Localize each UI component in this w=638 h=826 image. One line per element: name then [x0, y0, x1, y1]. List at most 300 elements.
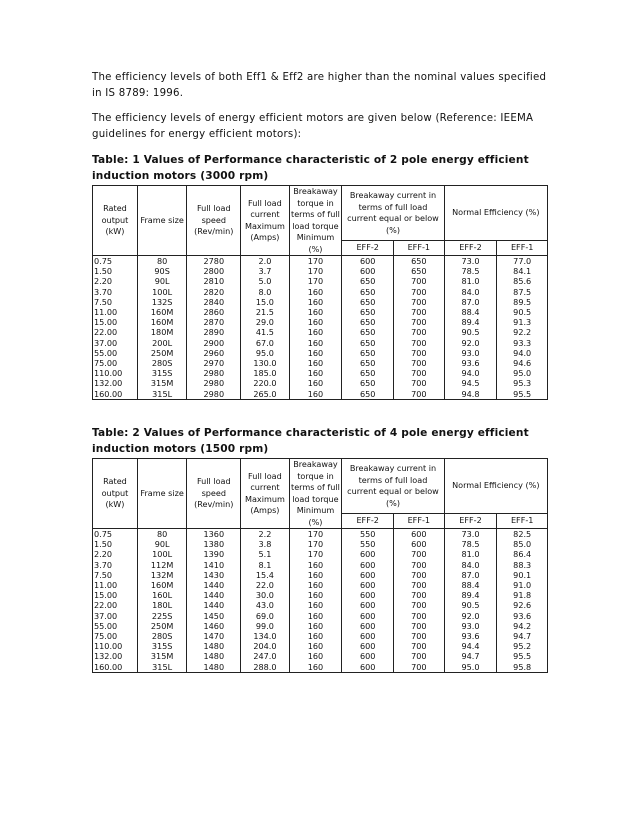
cell-rated-output: 11.00: [93, 307, 138, 317]
cell-breakaway-torque: 160: [289, 611, 342, 621]
cell-frame-size: 90L: [137, 539, 186, 549]
cell-efficiency-eff2: 78.5: [444, 266, 497, 276]
cell-frame-size: 315L: [137, 389, 186, 400]
table-row: [93, 276, 548, 286]
cell-speed: 2870: [187, 317, 241, 327]
cell-breakaway-current-eff1: 700: [394, 590, 445, 600]
header-efficiency-eff2: EFF-2: [444, 241, 497, 256]
cell-efficiency-eff2: 73.0: [444, 256, 497, 267]
table-row: [93, 327, 548, 337]
cell-frame-size: 315M: [137, 651, 186, 661]
table-row: [93, 600, 548, 610]
cell-frame-size: 315S: [137, 368, 186, 378]
cell-frame-size: 80: [137, 529, 186, 540]
cell-speed: 2820: [187, 287, 241, 297]
cell-breakaway-current-eff1: 700: [394, 580, 445, 590]
cell-current: 247.0: [241, 651, 289, 661]
cell-current: 15.0: [241, 297, 289, 307]
cell-current: 185.0: [241, 368, 289, 378]
cell-frame-size: 250M: [137, 621, 186, 631]
cell-breakaway-torque: 160: [289, 348, 342, 358]
cell-frame-size: 160M: [137, 580, 186, 590]
table-2-caption: Table: 2 Values of Performance characteristic of 4 pole energy efficient induction motors (1500 rpm): [92, 427, 529, 455]
cell-rated-output: 22.00: [93, 327, 138, 337]
cell-efficiency-eff1: 91.0: [497, 580, 548, 590]
cell-speed: 1440: [187, 580, 241, 590]
cell-breakaway-torque: 160: [289, 287, 342, 297]
cell-frame-size: 250M: [137, 348, 186, 358]
cell-breakaway-torque: 160: [289, 662, 342, 673]
cell-efficiency-eff2: 94.8: [444, 389, 497, 400]
header-breakaway-eff1: EFF-1: [394, 514, 445, 529]
table-row: [93, 338, 548, 348]
table-row: [93, 266, 548, 276]
table-row: [93, 539, 548, 549]
cell-breakaway-current-eff1: 700: [394, 570, 445, 580]
cell-efficiency-eff2: 78.5: [444, 539, 497, 549]
cell-frame-size: 315S: [137, 641, 186, 651]
cell-speed: 1470: [187, 631, 241, 641]
cell-frame-size: 160M: [137, 317, 186, 327]
cell-frame-size: 280S: [137, 631, 186, 641]
cell-breakaway-current-eff2: 550: [342, 529, 394, 540]
cell-breakaway-current-eff2: 600: [342, 590, 394, 600]
cell-current: 41.5: [241, 327, 289, 337]
cell-current: 67.0: [241, 338, 289, 348]
cell-breakaway-current-eff2: 600: [342, 600, 394, 610]
cell-efficiency-eff2: 93.0: [444, 348, 497, 358]
cell-efficiency-eff1: 90.1: [497, 570, 548, 580]
cell-rated-output: 7.50: [93, 570, 138, 580]
header-normal-efficiency: Normal Efficiency (%): [444, 186, 547, 241]
cell-efficiency-eff1: 84.1: [497, 266, 548, 276]
cell-efficiency-eff2: 94.7: [444, 651, 497, 661]
cell-efficiency-eff1: 95.2: [497, 641, 548, 651]
cell-breakaway-current-eff1: 700: [394, 549, 445, 559]
cell-efficiency-eff2: 94.5: [444, 378, 497, 388]
header-breakaway-eff2: EFF-2: [342, 514, 394, 529]
table-row: [93, 529, 548, 540]
table-1-body: [93, 256, 548, 400]
cell-breakaway-current-eff2: 650: [342, 338, 394, 348]
header-breakaway-torque: Breakaway torque in terms of full load torque Minimum (%): [291, 186, 340, 254]
table-row: [93, 549, 548, 559]
header-rated-output: Rated output (kW): [93, 459, 138, 529]
cell-breakaway-current-eff2: 600: [342, 611, 394, 621]
cell-rated-output: 160.00: [93, 389, 138, 400]
cell-efficiency-eff2: 92.0: [444, 338, 497, 348]
cell-efficiency-eff1: 89.5: [497, 297, 548, 307]
cell-speed: 1480: [187, 641, 241, 651]
cell-frame-size: 160L: [137, 590, 186, 600]
cell-efficiency-eff1: 94.7: [497, 631, 548, 641]
cell-efficiency-eff1: 88.3: [497, 560, 548, 570]
cell-frame-size: 112M: [137, 560, 186, 570]
cell-efficiency-eff1: 95.8: [497, 662, 548, 673]
cell-rated-output: 22.00: [93, 600, 138, 610]
cell-current: 265.0: [241, 389, 289, 400]
cell-breakaway-torque: 160: [289, 389, 342, 400]
cell-efficiency-eff1: 93.6: [497, 611, 548, 621]
cell-current: 204.0: [241, 641, 289, 651]
table-1-performance-2-pole: [92, 185, 548, 400]
cell-breakaway-torque: 170: [289, 256, 342, 267]
cell-breakaway-current-eff1: 700: [394, 368, 445, 378]
header-full-load-current: Full load current Maximum (Amps): [241, 186, 289, 256]
cell-frame-size: 225S: [137, 611, 186, 621]
cell-breakaway-torque: 160: [289, 641, 342, 651]
header-full-load-current: Full load current Maximum (Amps): [241, 459, 289, 529]
cell-breakaway-current-eff2: 650: [342, 378, 394, 388]
cell-frame-size: 180L: [137, 600, 186, 610]
cell-breakaway-current-eff1: 700: [394, 600, 445, 610]
table-row: [93, 621, 548, 631]
cell-efficiency-eff1: 92.6: [497, 600, 548, 610]
cell-breakaway-current-eff1: 700: [394, 327, 445, 337]
cell-breakaway-current-eff2: 600: [342, 560, 394, 570]
cell-rated-output: 15.00: [93, 590, 138, 600]
cell-current: 3.7: [241, 266, 289, 276]
table-row: [93, 651, 548, 661]
cell-current: 130.0: [241, 358, 289, 368]
cell-efficiency-eff1: 91.3: [497, 317, 548, 327]
cell-current: 21.5: [241, 307, 289, 317]
cell-breakaway-current-eff2: 650: [342, 389, 394, 400]
cell-breakaway-current-eff2: 600: [342, 651, 394, 661]
cell-breakaway-torque: 170: [289, 529, 342, 540]
cell-efficiency-eff2: 90.5: [444, 327, 497, 337]
cell-current: 15.4: [241, 570, 289, 580]
cell-efficiency-eff1: 77.0: [497, 256, 548, 267]
cell-speed: 1450: [187, 611, 241, 621]
cell-frame-size: 132S: [137, 297, 186, 307]
cell-breakaway-current-eff1: 700: [394, 378, 445, 388]
cell-rated-output: 75.00: [93, 631, 138, 641]
cell-breakaway-current-eff1: 650: [394, 266, 445, 276]
cell-speed: 2840: [187, 297, 241, 307]
cell-rated-output: 0.75: [93, 529, 138, 540]
cell-speed: 2860: [187, 307, 241, 317]
cell-speed: 2810: [187, 276, 241, 286]
cell-rated-output: 7.50: [93, 297, 138, 307]
cell-breakaway-current-eff1: 700: [394, 307, 445, 317]
cell-breakaway-current-eff1: 700: [394, 287, 445, 297]
cell-efficiency-eff2: 73.0: [444, 529, 497, 540]
cell-speed: 1440: [187, 590, 241, 600]
cell-breakaway-torque: 170: [289, 266, 342, 276]
cell-breakaway-current-eff1: 700: [394, 338, 445, 348]
cell-efficiency-eff2: 94.4: [444, 641, 497, 651]
header-efficiency-eff1: EFF-1: [497, 514, 548, 529]
cell-rated-output: 3.70: [93, 560, 138, 570]
cell-efficiency-eff1: 94.6: [497, 358, 548, 368]
table-row: [93, 631, 548, 641]
table-1-caption: Table: 1 Values of Performance characteristic of 2 pole energy efficient induction motors (3000 rpm): [92, 154, 529, 182]
table-row: [93, 570, 548, 580]
table-row: [93, 580, 548, 590]
cell-current: 134.0: [241, 631, 289, 641]
cell-speed: 1460: [187, 621, 241, 631]
cell-breakaway-current-eff1: 700: [394, 611, 445, 621]
cell-current: 8.0: [241, 287, 289, 297]
cell-frame-size: 90L: [137, 276, 186, 286]
table-row: [93, 611, 548, 621]
cell-efficiency-eff2: 93.0: [444, 621, 497, 631]
cell-current: 43.0: [241, 600, 289, 610]
cell-rated-output: 132.00: [93, 651, 138, 661]
cell-current: 99.0: [241, 621, 289, 631]
cell-efficiency-eff1: 94.0: [497, 348, 548, 358]
cell-breakaway-current-eff1: 700: [394, 662, 445, 673]
header-full-load-speed: Full load speed (Rev/min): [187, 186, 241, 256]
cell-current: 3.8: [241, 539, 289, 549]
cell-breakaway-current-eff2: 600: [342, 631, 394, 641]
header-breakaway-eff1: EFF-1: [394, 241, 445, 256]
intro-paragraph-reference: The efficiency levels of energy efficient motors are given below (Reference: IEEMA guidelines for energy efficient motors):: [92, 113, 534, 140]
cell-speed: 2970: [187, 358, 241, 368]
cell-efficiency-eff1: 85.0: [497, 539, 548, 549]
cell-rated-output: 37.00: [93, 338, 138, 348]
cell-rated-output: 132.00: [93, 378, 138, 388]
cell-breakaway-torque: 160: [289, 368, 342, 378]
cell-breakaway-current-eff1: 700: [394, 641, 445, 651]
intro-paragraph-efficiency-levels: The efficiency levels of both Eff1 & Eff2 are higher than the nominal values specified in IS 8789: 1996.: [92, 72, 547, 99]
table-row: [93, 389, 548, 400]
cell-efficiency-eff1: 85.6: [497, 276, 548, 286]
cell-efficiency-eff2: 89.4: [444, 590, 497, 600]
cell-speed: 2960: [187, 348, 241, 358]
cell-breakaway-torque: 160: [289, 297, 342, 307]
cell-efficiency-eff1: 90.5: [497, 307, 548, 317]
cell-efficiency-eff2: 88.4: [444, 307, 497, 317]
header-full-load-speed: Full load speed (Rev/min): [187, 459, 241, 529]
cell-breakaway-torque: 160: [289, 378, 342, 388]
cell-rated-output: 55.00: [93, 621, 138, 631]
cell-frame-size: 100L: [137, 287, 186, 297]
cell-breakaway-current-eff2: 650: [342, 287, 394, 297]
cell-efficiency-eff1: 95.3: [497, 378, 548, 388]
cell-efficiency-eff1: 95.5: [497, 651, 548, 661]
header-breakaway-eff2: EFF-2: [342, 241, 394, 256]
cell-current: 2.0: [241, 256, 289, 267]
cell-breakaway-current-eff2: 650: [342, 368, 394, 378]
cell-breakaway-torque: 160: [289, 651, 342, 661]
cell-current: 5.1: [241, 549, 289, 559]
cell-efficiency-eff2: 95.0: [444, 662, 497, 673]
table-row: [93, 256, 548, 267]
cell-current: 69.0: [241, 611, 289, 621]
table-row: [93, 378, 548, 388]
cell-breakaway-torque: 160: [289, 570, 342, 580]
cell-current: 8.1: [241, 560, 289, 570]
cell-efficiency-eff2: 88.4: [444, 580, 497, 590]
cell-breakaway-current-eff2: 600: [342, 266, 394, 276]
cell-frame-size: 280S: [137, 358, 186, 368]
cell-speed: 2900: [187, 338, 241, 348]
cell-speed: 2780: [187, 256, 241, 267]
cell-rated-output: 55.00: [93, 348, 138, 358]
cell-breakaway-current-eff2: 600: [342, 621, 394, 631]
cell-breakaway-current-eff1: 700: [394, 560, 445, 570]
table-row: [93, 641, 548, 651]
header-efficiency-eff2: EFF-2: [444, 514, 497, 529]
cell-rated-output: 15.00: [93, 317, 138, 327]
cell-rated-output: 0.75: [93, 256, 138, 267]
table-row: [93, 358, 548, 368]
cell-breakaway-torque: 160: [289, 600, 342, 610]
cell-speed: 1480: [187, 651, 241, 661]
cell-breakaway-current-eff2: 650: [342, 317, 394, 327]
cell-breakaway-current-eff1: 700: [394, 358, 445, 368]
cell-breakaway-current-eff1: 600: [394, 529, 445, 540]
cell-speed: 1440: [187, 600, 241, 610]
cell-breakaway-torque: 160: [289, 631, 342, 641]
cell-speed: 1390: [187, 549, 241, 559]
cell-efficiency-eff1: 87.5: [497, 287, 548, 297]
cell-breakaway-current-eff2: 600: [342, 549, 394, 559]
cell-breakaway-torque: 160: [289, 590, 342, 600]
cell-speed: 2980: [187, 378, 241, 388]
cell-efficiency-eff2: 81.0: [444, 549, 497, 559]
cell-frame-size: 315L: [137, 662, 186, 673]
cell-rated-output: 110.00: [93, 641, 138, 651]
cell-rated-output: 160.00: [93, 662, 138, 673]
cell-rated-output: 2.20: [93, 276, 138, 286]
cell-breakaway-current-eff2: 650: [342, 307, 394, 317]
cell-efficiency-eff1: 91.8: [497, 590, 548, 600]
table-2-body: [93, 529, 548, 673]
cell-efficiency-eff1: 82.5: [497, 529, 548, 540]
cell-efficiency-eff2: 93.6: [444, 631, 497, 641]
header-rated-output: Rated output (kW): [93, 186, 138, 256]
header-breakaway-current: Breakaway current in terms of full load current equal or below (%): [342, 459, 444, 514]
cell-breakaway-current-eff1: 700: [394, 276, 445, 286]
cell-breakaway-current-eff1: 700: [394, 389, 445, 400]
cell-rated-output: 37.00: [93, 611, 138, 621]
cell-current: 95.0: [241, 348, 289, 358]
cell-current: 288.0: [241, 662, 289, 673]
cell-breakaway-current-eff2: 600: [342, 570, 394, 580]
cell-efficiency-eff2: 94.0: [444, 368, 497, 378]
cell-frame-size: 315M: [137, 378, 186, 388]
cell-current: 2.2: [241, 529, 289, 540]
table-row: [93, 317, 548, 327]
cell-breakaway-torque: 160: [289, 338, 342, 348]
cell-breakaway-torque: 160: [289, 327, 342, 337]
cell-frame-size: 200L: [137, 338, 186, 348]
header-normal-efficiency: Normal Efficiency (%): [444, 459, 547, 514]
cell-rated-output: 11.00: [93, 580, 138, 590]
cell-breakaway-torque: 170: [289, 539, 342, 549]
header-frame-size: Frame size: [137, 459, 186, 529]
table-2-performance-4-pole: [92, 458, 548, 673]
cell-breakaway-current-eff2: 600: [342, 580, 394, 590]
cell-frame-size: 100L: [137, 549, 186, 559]
cell-frame-size: 80: [137, 256, 186, 267]
cell-breakaway-torque: 160: [289, 358, 342, 368]
cell-breakaway-current-eff2: 600: [342, 662, 394, 673]
header-breakaway-current: Breakaway current in terms of full load current equal or below (%): [342, 186, 444, 241]
cell-rated-output: 3.70: [93, 287, 138, 297]
cell-efficiency-eff1: 94.2: [497, 621, 548, 631]
cell-efficiency-eff1: 93.3: [497, 338, 548, 348]
cell-speed: 2890: [187, 327, 241, 337]
cell-breakaway-current-eff1: 700: [394, 297, 445, 307]
cell-efficiency-eff1: 86.4: [497, 549, 548, 559]
cell-speed: 2800: [187, 266, 241, 276]
cell-efficiency-eff2: 93.6: [444, 358, 497, 368]
table-row: [93, 590, 548, 600]
cell-breakaway-current-eff2: 650: [342, 297, 394, 307]
cell-efficiency-eff2: 87.0: [444, 570, 497, 580]
cell-breakaway-torque: 170: [289, 549, 342, 559]
table-row: [93, 297, 548, 307]
cell-breakaway-current-eff1: 700: [394, 631, 445, 641]
table-row: [93, 662, 548, 673]
cell-efficiency-eff2: 90.5: [444, 600, 497, 610]
cell-frame-size: 180M: [137, 327, 186, 337]
table-row: [93, 348, 548, 358]
cell-efficiency-eff2: 89.4: [444, 317, 497, 327]
cell-breakaway-current-eff1: 700: [394, 621, 445, 631]
cell-efficiency-eff2: 84.0: [444, 560, 497, 570]
cell-speed: 2980: [187, 389, 241, 400]
cell-speed: 1380: [187, 539, 241, 549]
cell-breakaway-current-eff1: 600: [394, 539, 445, 549]
cell-efficiency-eff2: 84.0: [444, 287, 497, 297]
cell-efficiency-eff1: 95.0: [497, 368, 548, 378]
cell-current: 22.0: [241, 580, 289, 590]
cell-current: 30.0: [241, 590, 289, 600]
cell-speed: 1360: [187, 529, 241, 540]
cell-current: 220.0: [241, 378, 289, 388]
cell-speed: 1480: [187, 662, 241, 673]
table-row: [93, 307, 548, 317]
cell-breakaway-torque: 160: [289, 317, 342, 327]
cell-breakaway-current-eff1: 700: [394, 348, 445, 358]
cell-breakaway-current-eff2: 650: [342, 327, 394, 337]
cell-breakaway-current-eff1: 650: [394, 256, 445, 267]
header-efficiency-eff1: EFF-1: [497, 241, 548, 256]
cell-breakaway-torque: 160: [289, 307, 342, 317]
cell-current: 29.0: [241, 317, 289, 327]
cell-efficiency-eff1: 95.5: [497, 389, 548, 400]
cell-efficiency-eff2: 92.0: [444, 611, 497, 621]
cell-efficiency-eff2: 87.0: [444, 297, 497, 307]
cell-breakaway-current-eff2: 650: [342, 358, 394, 368]
cell-efficiency-eff2: 81.0: [444, 276, 497, 286]
table-row: [93, 287, 548, 297]
cell-speed: 2980: [187, 368, 241, 378]
header-breakaway-torque: Breakaway torque in terms of full load torque Minimum (%): [291, 459, 340, 527]
cell-breakaway-current-eff1: 700: [394, 651, 445, 661]
cell-rated-output: 1.50: [93, 266, 138, 276]
cell-current: 5.0: [241, 276, 289, 286]
cell-breakaway-current-eff2: 650: [342, 348, 394, 358]
cell-breakaway-current-eff2: 550: [342, 539, 394, 549]
cell-breakaway-torque: 160: [289, 621, 342, 631]
cell-frame-size: 160M: [137, 307, 186, 317]
cell-rated-output: 2.20: [93, 549, 138, 559]
cell-frame-size: 132M: [137, 570, 186, 580]
cell-breakaway-current-eff2: 650: [342, 276, 394, 286]
cell-breakaway-torque: 160: [289, 580, 342, 590]
cell-efficiency-eff1: 92.2: [497, 327, 548, 337]
cell-breakaway-torque: 170: [289, 276, 342, 286]
cell-rated-output: 110.00: [93, 368, 138, 378]
cell-speed: 1410: [187, 560, 241, 570]
cell-breakaway-torque: 160: [289, 560, 342, 570]
